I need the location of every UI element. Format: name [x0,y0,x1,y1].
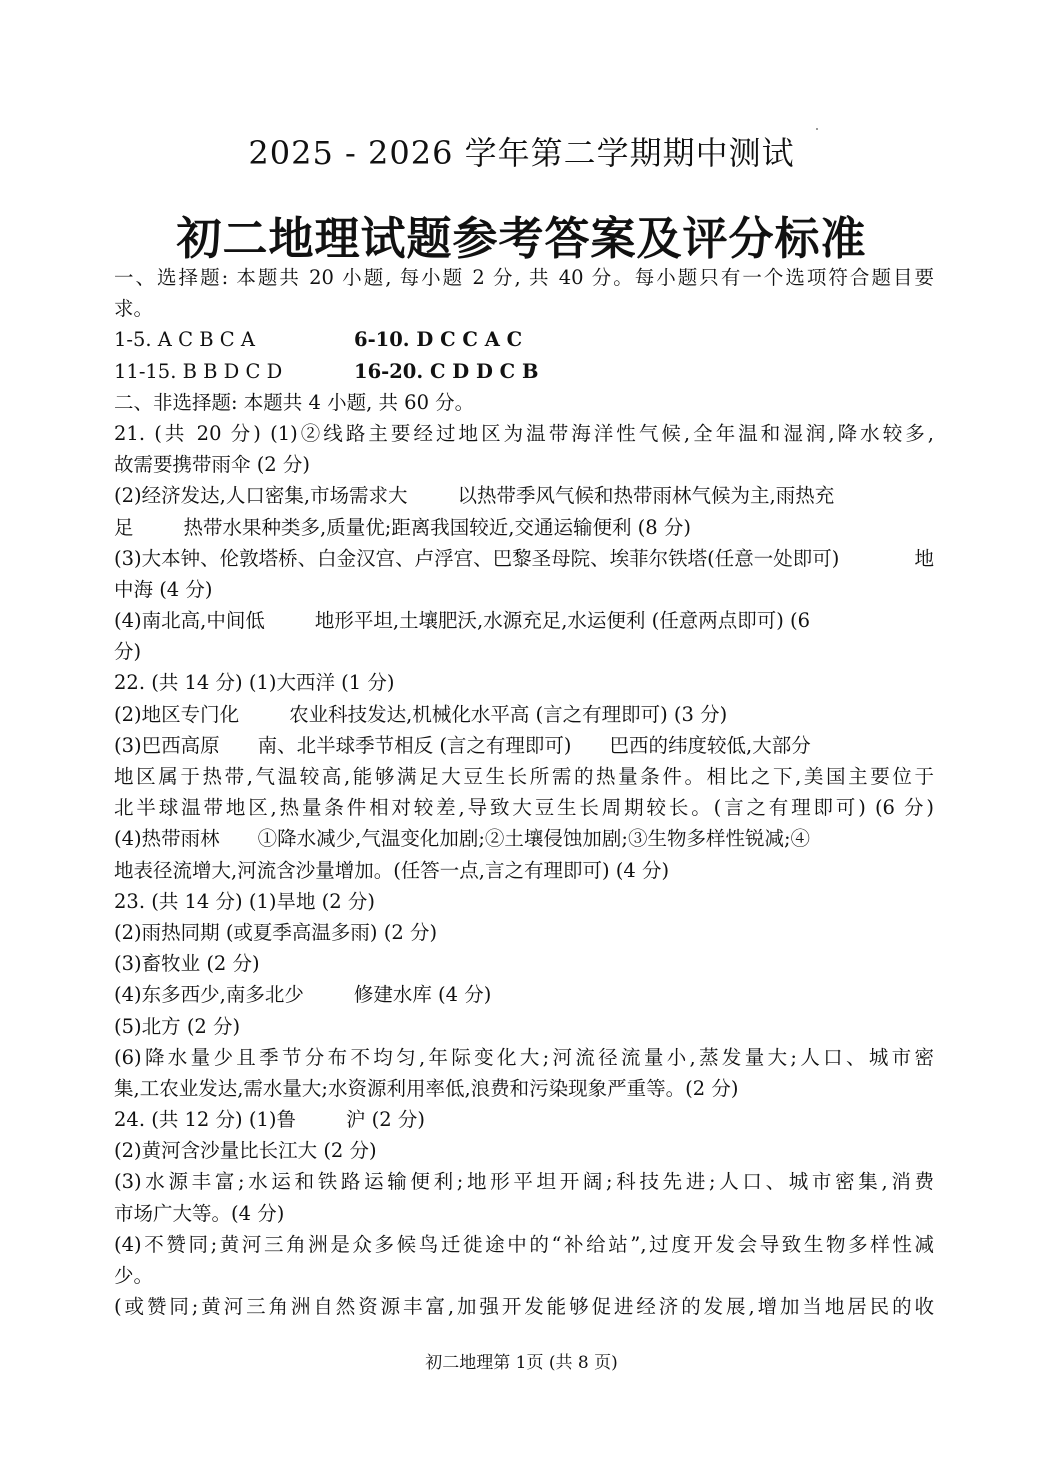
q24-line: (3)水源丰富;水运和铁路运输便利;地形平坦开阔;科技先进;人口、城市密集,消费 [114,1170,934,1194]
section1-heading-cont: 求。 [114,297,154,321]
q22-line [114,699,934,730]
q21-line [114,543,934,574]
q22-part3-b: 南、北半球季节相反 (言之有理即可) [257,733,572,757]
q23-line: (2)雨热同期 (或夏季高温多雨) (2 分) [114,920,438,944]
page-footer: 初二地理第 1页 (共 8 页) [425,1353,618,1373]
q21-line [114,480,934,511]
q21-part4-b: 地形平坦,土壤肥沃,水源充足,水运便利 (任意两点即可) (6 [314,609,811,633]
section2-heading: 二、非选择题: 本题共 4 小题, 共 60 分。 [114,390,475,414]
q24-line: (4)不赞同;黄河三角洲是众多候鸟迁徙途中的“补给站”,过度开发会导致生物多样性减 [114,1232,934,1256]
q24-line: (或赞同;黄河三角洲自然资源丰富,加强开发能够促进经济的发展,增加当地居民的收 [114,1295,934,1319]
q22-line [114,823,934,854]
q24-part1-a: 24. (共 12 分) (1)鲁 [114,1108,296,1132]
answers-row-2 [114,356,934,387]
q22-part4-a: (4)热带雨林 [114,827,220,851]
q21-line [114,605,934,636]
answers-1-5: 1-5. A C B C A [114,328,255,352]
q21-part2-a: (2)经济发达,人口密集,市场需求大 [114,484,408,508]
q24-line: 市场广大等。(4 分) [114,1201,285,1225]
q22-line [114,730,934,761]
q23-line: 23. (共 14 分) (1)旱地 (2 分) [114,889,375,913]
q24-part1-b: 沪 (2 分) [345,1108,425,1132]
q21-part3-b: 地 [914,546,934,570]
q23-line: (5)北方 (2 分) [114,1014,241,1038]
q22-part3-a: (3)巴西高原 [114,733,220,757]
q24-line: (2)黄河含沙量比长江大 (2 分) [114,1139,377,1163]
q21-part3-a: (3)大本钟、伦敦塔桥、白金汉宫、卢浮宫、巴黎圣母院、埃菲尔铁塔(任意一处即可) [114,546,840,570]
q22-line: 地区属于热带,气温较高,能够满足大豆生长所需的热量条件。相比之下,美国主要位于 [114,765,934,788]
q22-part3-c: 巴西的纬度较低,大部分 [609,733,811,757]
q23-line [114,979,934,1010]
answers-row-1 [114,324,934,355]
q23-part4-a: (4)东多西少,南多北少 [114,983,304,1007]
q23-line: 集,工农业发达,需水量大;水资源利用率低,浪费和污染现象严重等。(2 分) [114,1076,739,1100]
q21-line: 分) [114,640,142,664]
q24-line [114,1104,934,1135]
answers-16-20: 16-20. C D D C B [354,359,539,383]
exam-title: 2025 - 2026 学年第二学期期中测试 [248,134,795,172]
q21-line: 21. (共 20 分) (1)②线路主要经过地区为温带海洋性气候,全年温和湿润,降水较多, [114,421,934,445]
q22-part2-a: (2)地区专门化 [114,702,240,726]
q22-line: 22. (共 14 分) (1)大西洋 (1 分) [114,671,395,695]
answers-6-10: 6-10. D C C A C [354,328,523,352]
q21-line: 中海 (4 分) [114,577,213,601]
answers-11-15: 11-15. B B D C D [114,359,283,383]
answer-body [114,262,934,1322]
q21-part2-c: 足 [114,515,134,539]
q23-line: (3)畜牧业 (2 分) [114,952,260,976]
q23-line: (6)降水量少且季节分布不均匀,年际变化大;河流径流量小,蒸发量大;人口、城市密 [114,1045,934,1069]
q22-line: 地表径流增大,河流含沙量增加。(任答一点,言之有理即可) (4 分) [114,858,670,882]
q22-line: 北半球温带地区,热量条件相对较差,导致大豆生长周期较长。(言之有理即可) (6 分) [114,796,934,820]
q24-line: 少。 [114,1264,154,1287]
q23-part4-b: 修建水库 (4 分) [353,983,492,1007]
q21-part2-b: 以热带季风气候和热带雨林气候为主,雨热充 [457,484,835,508]
q21-part4-a: (4)南北高,中间低 [114,609,265,633]
section1-heading: 一、选择题: 本题共 20 小题, 每小题 2 分, 共 40 分。每小题只有一个选项符合题目要 [114,266,934,289]
q22-part4-b: ①降水减少,气温变化加剧;②土壤侵蚀加剧;③生物多样性锐减;④ [257,827,811,851]
q21-line [114,512,934,543]
q22-part2-b: 农业科技发达,机械化水平高 (言之有理即可) (3 分) [289,702,728,726]
document-title: 初二地理试题参考答案及评分标准 [176,212,867,265]
q21-part2-d: 热带水果种类多,质量优;距离我国较近,交通运输便利 (8 分) [183,515,692,539]
q21-line: 故需要携带雨伞 (2 分) [114,453,311,477]
